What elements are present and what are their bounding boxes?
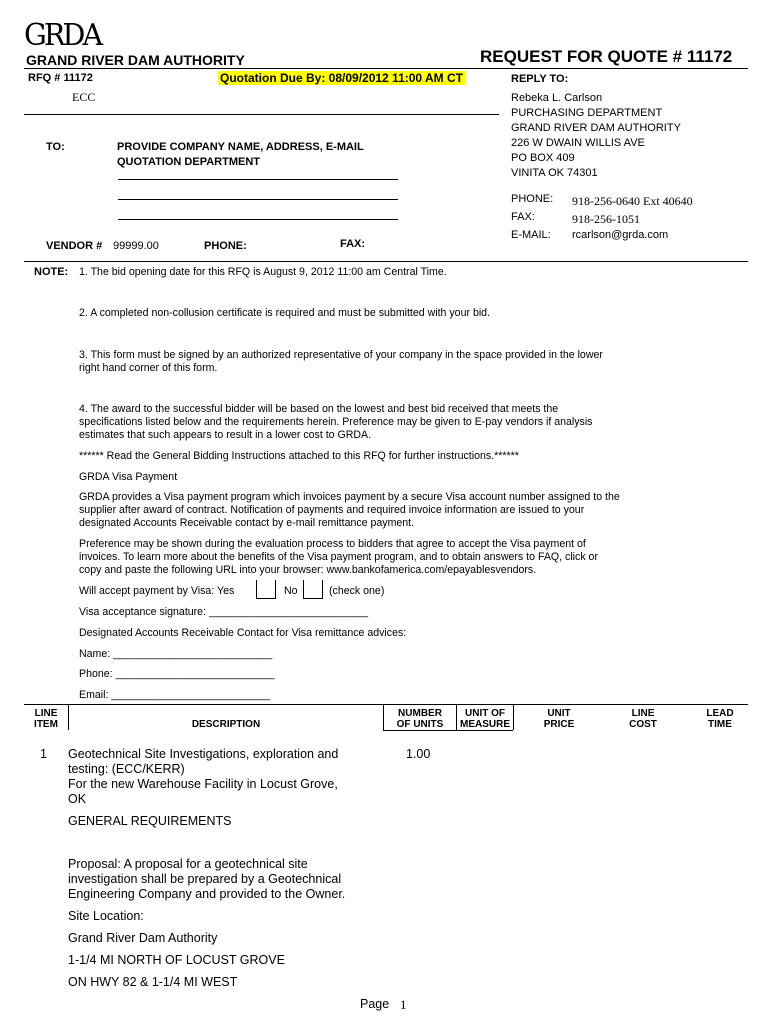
desc-line: Geotechnical Site Investigations, exploration and (68, 747, 339, 761)
code-rule (24, 114, 499, 115)
vendor-label: VENDOR # (46, 240, 103, 252)
line-item-units: 1.00 (406, 747, 431, 761)
to-line-1: PROVIDE COMPANY NAME, ADDRESS, E-MAIL (117, 141, 364, 153)
desc-line: Proposal: A proposal for a geotechnical site (68, 857, 308, 871)
to-line-2: QUOTATION DEPARTMENT (117, 156, 260, 168)
contact-email-field[interactable]: Email: ___________________________ (79, 689, 271, 701)
desc-line: 1-1/4 MI NORTH OF LOCUST GROVE (68, 953, 285, 967)
desc-line: OK (68, 792, 87, 806)
visa-p1-line: supplier after award of contract. Notification of payments and required invoice information are issued to your (79, 504, 585, 516)
desc-line: Engineering Company and provided to the Owner. (68, 887, 346, 901)
header-text: LEAD (706, 708, 734, 719)
phone-value: 918-256-0640 Ext 40640 (572, 194, 693, 208)
reply-to-address (511, 91, 681, 181)
vendor-phone-label: PHONE: (204, 240, 247, 252)
header-number-of-units (385, 708, 455, 730)
line-item-number: 1 (40, 747, 47, 761)
check-one-label: (check one) (329, 585, 385, 597)
header-unit-price (530, 708, 588, 730)
header-text: OF UNITS (396, 719, 444, 730)
reply-line: PURCHASING DEPARTMENT (511, 107, 663, 119)
accept-visa-label: Will accept payment by Visa: Yes (79, 585, 235, 597)
visa-no-label: No (284, 585, 298, 597)
visa-p1-line: designated Accounts Receivable contact by e-mail remittance payment. (79, 517, 415, 529)
col-divider (68, 704, 69, 730)
note-4-line: specifications listed below and the requirements herein. Preference may be given to E-pay vendors if analysis (79, 416, 593, 428)
col-divider (513, 704, 514, 730)
reply-line: 226 W DWAIN WILLIS AVE (511, 137, 645, 149)
quotation-due: Quotation Due By: 08/09/2012 11:00 AM CT (220, 71, 463, 85)
header-description: DESCRIPTION (191, 719, 261, 730)
vendor-fax-label: FAX: (340, 238, 366, 250)
page-number: 1 (400, 997, 407, 1012)
address-line-2[interactable] (118, 199, 398, 200)
visa-paragraph-2 (79, 538, 598, 577)
visa-p2-line: copy and paste the following URL into your browser: www.bankofamerica.com/epayablesvendors. (79, 564, 537, 576)
rfq-code: ECC (72, 90, 96, 104)
desc-line: Site Location: (68, 909, 144, 923)
rfq-title: REQUEST FOR QUOTE # 11172 (480, 47, 733, 66)
grda-logo: GRDA (24, 18, 101, 53)
header-text: MEASURE (459, 719, 510, 730)
header-lead-time (694, 708, 746, 730)
note-2: 2. A completed non-collusion certificate is required and must be submitted with your bid. (79, 307, 491, 319)
note-4 (79, 403, 592, 442)
visa-no-checkbox[interactable] (303, 580, 323, 599)
header-text: UNIT OF (465, 708, 505, 719)
note-4-line: estimates that such appears to result in a lower cost to GRDA. (79, 429, 372, 441)
line-item-description (68, 747, 368, 990)
reply-to-label: REPLY TO: (511, 73, 569, 85)
vendor-rule (24, 261, 748, 262)
desc-line: Grand River Dam Authority (68, 931, 218, 945)
rfq-number: RFQ # 11172 (28, 72, 93, 84)
visa-title: GRDA Visa Payment (79, 471, 178, 483)
page-label: Page (360, 997, 390, 1011)
note-3-line: right hand corner of this form. (79, 362, 218, 374)
col-divider (383, 704, 384, 730)
units-underline (383, 730, 513, 731)
table-top-rule (24, 704, 748, 705)
note-1: 1. The bid opening date for this RFQ is August 9, 2012 11:00 am Central Time. (79, 266, 447, 278)
desc-line: ON HWY 82 & 1-1/4 MI WEST (68, 975, 238, 989)
header-text: PRICE (543, 719, 575, 730)
header-line-cost (614, 708, 672, 730)
visa-yes-checkbox[interactable] (256, 580, 276, 599)
visa-p2-line: Preference may be shown during the evaluation process to bidders that agree to accept the Visa payment of (79, 538, 586, 550)
desc-line: testing: (ECC/KERR) (68, 762, 185, 776)
reply-line: PO BOX 409 (511, 152, 575, 164)
header-text: LINE (34, 708, 58, 719)
reply-line: VINITA OK 74301 (511, 167, 598, 179)
fax-label: FAX: (511, 211, 535, 223)
note-label: NOTE: (34, 266, 69, 278)
note-4-line: 4. The award to the successful bidder will be based on the lowest and best bid received that meets the (79, 403, 559, 415)
note-3 (79, 349, 603, 375)
read-instructions: ****** Read the General Bidding Instructions attached to this RFQ for further instructions.****** (79, 450, 519, 462)
phone-label: PHONE: (511, 193, 554, 205)
header-text: UNIT (547, 708, 571, 719)
vendor-number: 99999.00 (113, 240, 159, 252)
reply-line: Rebeka L. Carlson (511, 92, 603, 104)
contact-phone-field[interactable]: Phone: ___________________________ (79, 668, 275, 680)
designated-contact-label: Designated Accounts Receivable Contact for Visa remittance advices: (79, 627, 407, 639)
desc-line: GENERAL REQUIREMENTS (68, 814, 232, 828)
note-3-line: 3. This form must be signed by an authorized representative of your company in the space provided in the lower (79, 349, 603, 361)
email-value: rcarlson@grda.com (572, 229, 669, 241)
header-unit-of-measure (457, 708, 513, 730)
address-line-3[interactable] (118, 219, 398, 220)
fax-value: 918-256-1051 (572, 212, 640, 226)
header-text: COST (629, 719, 657, 730)
header-line-item (26, 708, 66, 730)
header-text: ITEM (34, 719, 58, 730)
address-line-1[interactable] (118, 179, 398, 180)
desc-line: For the new Warehouse Facility in Locust Grove, (68, 777, 338, 791)
org-name: GRAND RIVER DAM AUTHORITY (26, 52, 245, 68)
visa-p1-line: GRDA provides a Visa payment program which invoices payment by a secure Visa account number assigned to the (79, 491, 620, 503)
header-rule (24, 68, 748, 69)
header-text: TIME (708, 719, 732, 730)
reply-line: GRAND RIVER DAM AUTHORITY (511, 122, 681, 134)
visa-signature-field[interactable]: Visa acceptance signature: ___________________________ (79, 606, 369, 618)
desc-line: investigation shall be prepared by a Geotechnical (68, 872, 342, 886)
contact-name-field[interactable]: Name: ___________________________ (79, 648, 273, 660)
header-text: NUMBER (398, 708, 442, 719)
header-text: LINE (631, 708, 655, 719)
visa-paragraph-1 (79, 491, 620, 530)
email-label: E-MAIL: (511, 229, 551, 241)
to-label: TO: (46, 141, 65, 153)
visa-p2-line: invoices. To learn more about the benefits of the Visa payment program, and to obtain answers to FAQ, click or (79, 551, 598, 563)
